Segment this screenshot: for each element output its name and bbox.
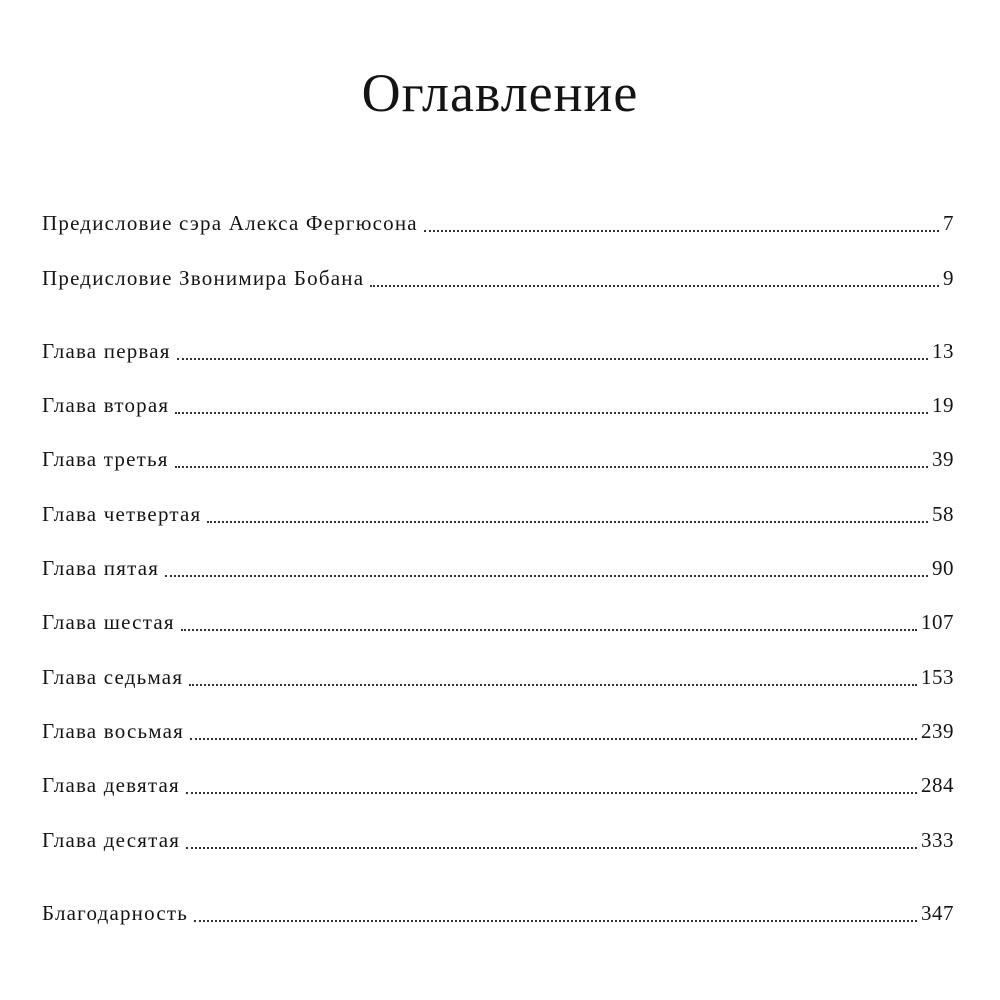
toc-entry-chapter-9 bbox=[42, 770, 954, 800]
toc-entry-label: Глава первая bbox=[42, 339, 171, 363]
toc-entry-label: Глава шестая bbox=[42, 610, 175, 634]
toc-entry-foreword-ferguson bbox=[42, 208, 954, 238]
toc-entry-label: Глава десятая bbox=[42, 828, 181, 852]
toc-entry-chapter-4 bbox=[42, 499, 954, 529]
toc-entry-label: Глава четвертая bbox=[42, 502, 202, 526]
toc-entry-chapter-8 bbox=[42, 716, 954, 746]
toc-entry-page-number: 153 bbox=[921, 665, 954, 689]
toc-entry-label: Глава девятая bbox=[42, 773, 180, 797]
toc-entry-acknowledgements bbox=[42, 898, 954, 928]
toc-entry-chapter-2 bbox=[42, 390, 954, 420]
toc-entry-page-number: 284 bbox=[921, 773, 954, 797]
toc-entry-page-number: 13 bbox=[932, 339, 954, 363]
dot-leader bbox=[175, 444, 928, 474]
toc-entry-label: Глава третья bbox=[42, 447, 169, 471]
toc-entry-page-number: 239 bbox=[921, 719, 954, 743]
dot-leader bbox=[189, 662, 917, 692]
dot-leader bbox=[190, 716, 917, 746]
toc-entry-page-number: 9 bbox=[943, 266, 954, 290]
dot-leader bbox=[175, 390, 928, 420]
dot-leader bbox=[177, 336, 928, 366]
toc-entry-label: Благодарность bbox=[42, 901, 189, 925]
page-title: Оглавление bbox=[361, 63, 639, 123]
dot-leader bbox=[370, 263, 939, 293]
toc-entry-label: Глава пятая bbox=[42, 556, 160, 580]
dot-leader bbox=[207, 499, 928, 529]
toc-entry-label: Предисловие сэра Алекса Фергюсона bbox=[42, 211, 418, 235]
toc-entry-foreword-boban bbox=[42, 263, 954, 293]
toc-entry-chapter-1 bbox=[42, 336, 954, 366]
toc-entry-chapter-3 bbox=[42, 444, 954, 474]
dot-leader bbox=[186, 770, 917, 800]
toc-entry-label: Глава вторая bbox=[42, 393, 170, 417]
toc-entry-chapter-7 bbox=[42, 662, 954, 692]
toc-entry-label: Глава седьмая bbox=[42, 665, 184, 689]
dot-leader bbox=[181, 607, 917, 637]
toc-entry-chapter-5 bbox=[42, 553, 954, 583]
toc-entry-page-number: 58 bbox=[932, 502, 954, 526]
toc-entry-page-number: 39 bbox=[932, 447, 954, 471]
toc-entry-page-number: 347 bbox=[921, 901, 954, 925]
dot-leader bbox=[165, 553, 928, 583]
dot-leader bbox=[424, 208, 939, 238]
toc-entry-page-number: 7 bbox=[943, 211, 954, 235]
toc-entry-page-number: 19 bbox=[932, 393, 954, 417]
toc-entry-chapter-6 bbox=[42, 607, 954, 637]
dot-leader bbox=[186, 825, 917, 855]
toc-entry-label: Глава восьмая bbox=[42, 719, 184, 743]
toc-entry-page-number: 333 bbox=[921, 828, 954, 852]
toc-entry-page-number: 90 bbox=[932, 556, 954, 580]
toc-entry-chapter-10 bbox=[42, 825, 954, 855]
toc-entry-page-number: 107 bbox=[921, 610, 954, 634]
dot-leader bbox=[194, 898, 917, 928]
toc-entry-label: Предисловие Звонимира Бобана bbox=[42, 266, 365, 290]
